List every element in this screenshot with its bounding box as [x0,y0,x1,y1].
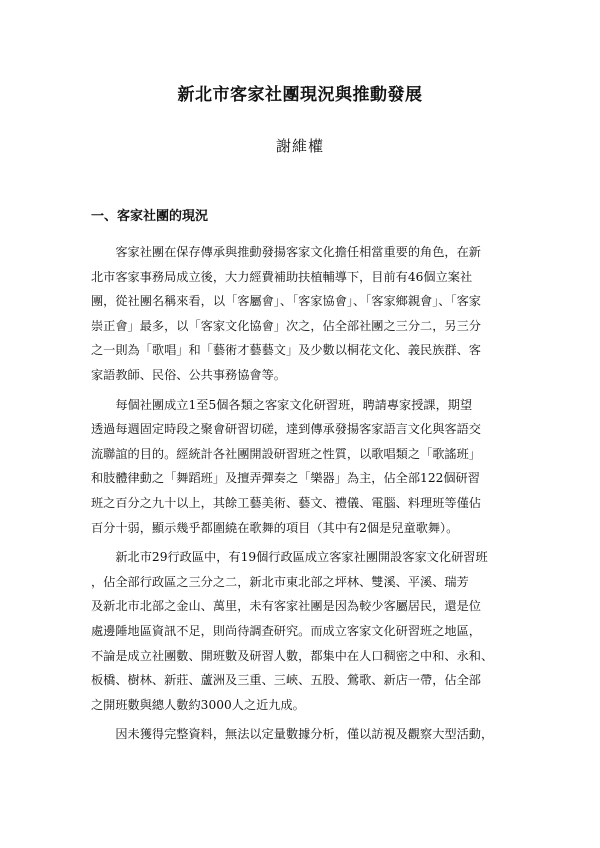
section-heading: 一、客家社團的現況 [91,209,209,224]
paragraph-line: 客家社團在保存傳承與推動發揚客家文化擔任相當重要的角色，在新 [91,245,481,259]
paragraph-line: 透過每週固定時段之聚會研習切磋，達到傳承發揚客家語言文化與客語交 [91,422,481,437]
paragraph-line: 處邊陲地區資訊不足，則尚待調查研究。而成立客家文化研習班之地區， [91,623,481,638]
paragraph-line: 家語教師、民俗、公共事務協會等。 [91,367,286,382]
paragraph-line: 每個社團成立1至5個各類之客家文化研習班，聘請專家授課，期望 [91,397,473,412]
author-name: 謝維權 [275,137,324,155]
paragraph-line: 因未獲得完整資料，無法以定量數據分析，僅以訪視及觀察大型活動， [91,727,494,742]
paragraph-line: 和肢體律動之「舞蹈班」及擅弄彈奏之「樂器」為主，佔全部122個研習 [91,471,480,486]
paragraph [91,722,511,747]
paragraph-line: 崇正會」最多，以「客家文化協會」次之，佔全部社團之三分二，另三分 [91,318,481,333]
paragraph-line: 之開班數與總人數約3000人之近九成。 [91,697,305,712]
paragraph [91,240,511,388]
paragraph-line: 不論是成立社團數、開班數及研習人數，都集中在人口稠密之中和、永和、 [91,648,494,663]
paragraph-line: 班之百分之九十以上，其餘工藝美術、藝文、禮儀、電腦、料理班等僅佔 [91,495,481,510]
paragraph-line: 團，從社團名稱來看，以「客屬會」、「客家協會」、「客家鄉親會」、「客家 [91,294,481,309]
paragraph-line: 百分十弱，顯示幾乎都圍繞在歌舞的項目（其中有2個是兒童歌舞）。 [91,520,459,535]
document-title: 新北市客家社團現況與推動發展 [177,85,423,105]
paragraph-line: 流聯誼的目的。經統計各社團開設研習班之性質，以歌唱類之「歌謠班」 [91,446,481,461]
paragraph [91,393,511,541]
paragraph-line: 之一則為「歌唱」和「藝術才藝藝文」及少數以桐花文化、義民族群、客 [91,343,481,358]
body-text [91,240,511,747]
paragraph-line: 板橋、樹林、新莊、蘆洲及三重、三峽、五股、鶯歌、新店一帶，佔全部 [91,673,481,688]
paragraph [91,545,511,717]
paragraph-line: ，佔全部行政區之三分之二，新北市東北部之坪林、雙溪、平溪、瑞芳 [91,574,469,589]
paragraph-line: 新北市29行政區中，有19個行政區成立客家社團開設客家文化研習班 [91,550,488,565]
paragraph-line: 及新北市北部之金山、萬里，未有客家社團是因為較少客屬居民，還是位 [91,599,481,614]
paragraph-line: 北市客家事務局成立後，大力經費補助扶植輔導下，目前有46個立案社 [91,269,473,284]
